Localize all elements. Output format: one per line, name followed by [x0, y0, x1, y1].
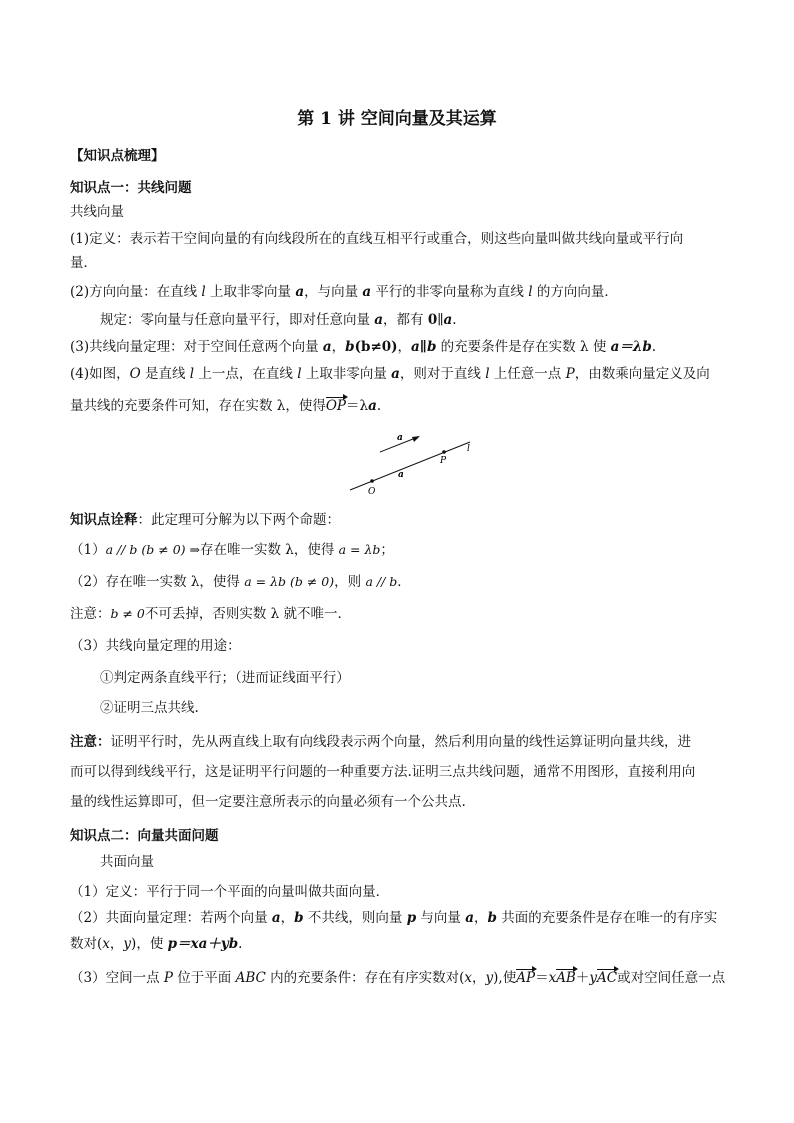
math: a // b [365, 574, 398, 589]
text: )，使 [131, 936, 168, 952]
explain-use1: ①判定两条直线平行；（进而证线面平行） [100, 670, 350, 686]
text: ，都有 [383, 312, 428, 328]
text: 数对( [70, 936, 103, 952]
var-x: x [548, 970, 557, 986]
text: 注意： [70, 606, 111, 622]
text: 不共线，则向量 [303, 910, 407, 926]
text: ＝ [535, 970, 549, 986]
a-parallel-b: a∥b [411, 339, 437, 355]
vec-a: a [443, 312, 453, 328]
vec-a: a [391, 366, 400, 382]
text: （1） [70, 542, 106, 558]
vec-p: p [406, 910, 417, 926]
text: 是直线 [140, 366, 190, 382]
explain-claim2 [70, 572, 730, 592]
kp1-definition-line1: (1)定义：表示若干空间向量的有向线段所在的直线互相平行或重合，则这些向量叫做共线向量或平行向 [70, 231, 684, 247]
var-l: l [201, 284, 206, 300]
text: 或对空间任意一点 [617, 970, 726, 986]
vec-a: a [374, 312, 384, 328]
text: . [452, 312, 457, 328]
text: ， [331, 339, 346, 355]
equation: a＝λb [610, 339, 652, 355]
kp2-definition: （1）定义：平行于同一个平面的向量叫做共面向量． [70, 884, 390, 900]
note2-line2: 而可以得到线线平行，这是证明平行问题的一种重要方法.证明三点共线问题，通常不用图形，直接利用向 [70, 764, 696, 780]
text: ＋ [575, 970, 590, 986]
kp1-subheading: 共线向量 [70, 204, 124, 220]
text: ),使 [493, 970, 517, 986]
kp1-rule [100, 310, 760, 330]
var-l: l [189, 366, 195, 382]
kp2-heading: 知识点二：向量共面问题 [70, 828, 219, 844]
explain-head: 知识点诠释 [70, 512, 138, 528]
math: a = λb [338, 542, 381, 557]
text: 平行的非零向量称为直线 [371, 284, 529, 300]
arrow-head-icon [412, 436, 420, 442]
text: ， [473, 910, 488, 926]
point-P: P [565, 366, 575, 382]
kp1-direction-vector [70, 282, 730, 302]
kp2-point-condition [70, 968, 730, 988]
vec-a: a [368, 398, 377, 414]
text: 上取非零向量 [301, 366, 392, 382]
note2-head: 注意： [70, 734, 111, 750]
kp1-definition-line2: 量． [70, 255, 97, 271]
math: a // b (b ≠ 0) ⇒ [105, 542, 200, 557]
label-a-mid: a [398, 470, 404, 480]
text: ， [280, 910, 295, 926]
explain-claim3: （3）共线向量定理的用途： [70, 638, 241, 654]
explain-use2: ②证明三点共线. [100, 700, 199, 716]
text: ． [397, 574, 411, 590]
text: 上取非零向量 [205, 284, 296, 300]
kp1-collinear-theorem [70, 337, 730, 357]
text: . [651, 339, 657, 355]
text: ：此定理可分解为以下两个命题： [137, 512, 340, 528]
point-P-dot [442, 450, 446, 454]
var-x: x [464, 970, 473, 986]
label-a-top: a [397, 433, 403, 443]
text: （3）空间一点 [70, 970, 164, 986]
zero-vector: 0 [427, 312, 438, 328]
var-x: x [102, 936, 110, 952]
parallel-symbol: ∥ [437, 312, 444, 328]
text: ＝λ [346, 398, 369, 414]
vec-a: a [465, 910, 474, 926]
label-O: O [368, 487, 376, 497]
kp2-theorem-line2 [70, 934, 730, 954]
text: 与向量 [416, 910, 466, 926]
point-O: O [129, 366, 141, 382]
vector-AP: AP [516, 970, 536, 986]
text: ，则对于直线 [399, 366, 486, 382]
text: 不可丢掉，否则实数 λ 就不唯一． [144, 606, 352, 622]
label-l: l [467, 444, 470, 454]
text: . [376, 398, 382, 414]
vector-AC: AC [597, 970, 618, 986]
vec-a: a [271, 910, 281, 926]
kp1-figure-desc-line2 [70, 396, 730, 416]
vec-a: a [322, 339, 332, 355]
text: . [238, 936, 243, 952]
text: 量共线的充要条件可知，存在实数 λ，使得 [70, 398, 326, 414]
text: ，则 [334, 574, 366, 590]
section-tag: 【知识点梳理】 [70, 148, 165, 164]
condition: (b≠0) [354, 339, 398, 355]
text: （2）共面向量定理：若两个向量 [70, 910, 272, 926]
text: (4)如图， [70, 366, 130, 382]
kp1-figure-desc-line1 [70, 364, 730, 384]
label-P: P [440, 456, 447, 466]
vec-b: b [345, 339, 355, 355]
point-O-dot [370, 479, 374, 483]
text: ， [109, 936, 124, 952]
text: ，与向量 [304, 284, 363, 300]
vec-a: a [362, 284, 372, 300]
note2-line1 [70, 732, 730, 752]
vector-OP: OP [325, 398, 347, 414]
var-y: y [123, 936, 132, 952]
var-l: l [297, 366, 302, 382]
vec-a: a [295, 284, 305, 300]
text: 内的充要条件：存在有序实数对( [265, 970, 465, 986]
plane-ABC: ABC [235, 970, 266, 986]
kp1-heading: 知识点一：共线问题 [70, 180, 192, 196]
vec-b: b [487, 910, 497, 926]
explain-claim1 [70, 540, 730, 560]
explain-note [70, 604, 730, 624]
var-l: l [485, 366, 490, 382]
text: (2)方向向量：在直线 [70, 284, 202, 300]
text: 上任意一点 [489, 366, 566, 382]
text: 上一点，在直线 [194, 366, 298, 382]
note2-line3: 量的线性运算即可，但一定要注意所表示的向量必须有一个公共点. [70, 794, 466, 810]
point-P: P [163, 970, 173, 986]
var-y: y [485, 970, 494, 986]
text: (3)共线向量定理：对于空间任意两个向量 [70, 339, 323, 355]
text: ； [380, 542, 394, 558]
math: b ≠ 0 [110, 606, 145, 621]
text: ，由数乘向量定义及向 [574, 366, 710, 382]
text: 的方向向量． [532, 284, 618, 300]
text: （2）存在唯一实数 λ，使得 [70, 574, 245, 590]
equation: p＝xa＋yb [167, 936, 239, 952]
text: 的充要条件是存在实数 λ 使 [436, 339, 611, 355]
kp2-subheading: 共面向量 [100, 854, 154, 870]
text: ， [472, 970, 486, 986]
text: ， [397, 339, 412, 355]
text: 共面的充要条件是存在唯一的有序实 [496, 910, 718, 926]
var-l: l [528, 284, 533, 300]
var-y: y [589, 970, 597, 986]
kp2-theorem-line1 [70, 908, 730, 928]
text: 位于平面 [172, 970, 236, 986]
text: 规定：零向量与任意向量平行，即对任意向量 [100, 312, 375, 328]
collinear-figure [340, 428, 480, 498]
explain-heading [70, 510, 730, 530]
text: 证明平行时，先从两直线上取有向线段表示两个向量，然后利用向量的线性运算证明向量共线，进 [110, 734, 691, 750]
page-title: 第 1 讲 空间向量及其运算 [297, 109, 497, 129]
text: 存在唯一实数 λ，使得 [199, 542, 339, 558]
math: a = λb (b ≠ 0) [244, 574, 335, 589]
vector-AB: AB [556, 970, 576, 986]
vec-b: b [294, 910, 304, 926]
line-l [350, 442, 470, 490]
